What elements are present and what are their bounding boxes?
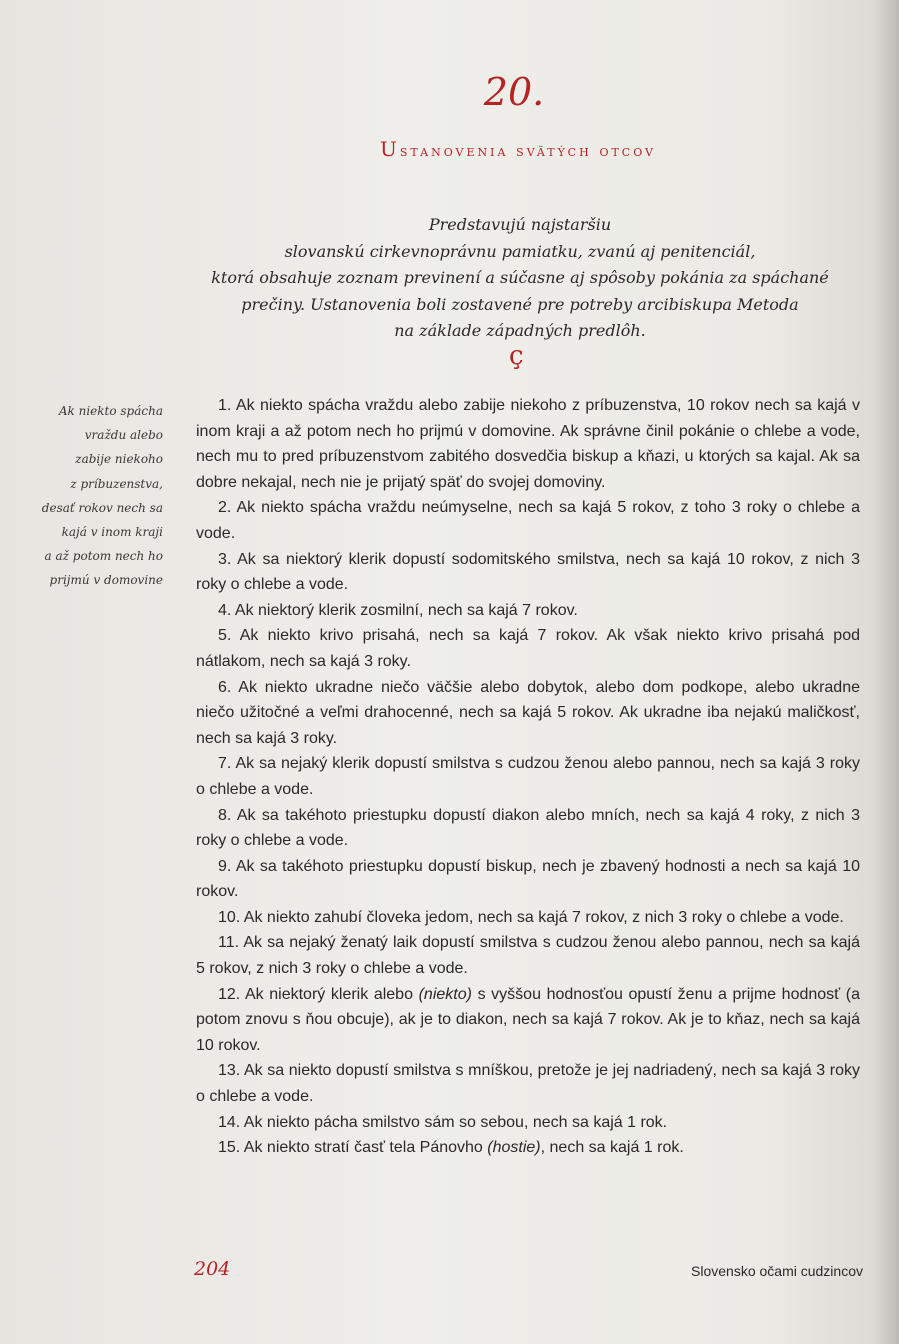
paragraph-12-end: s vyššou hodnosťou opustí ženu a prijme hodnosť (a potom znovu s ňou obcuje), ak je to diakon, nech sa kajá 7 rokov. Ak je to kňaz, nech sa kajá 10 rokov. [196, 985, 860, 1054]
paragraph-15-start: 15. Ak niekto stratí časť tela Pánovho [218, 1139, 488, 1157]
margin-note-line: a až potom nech ho [44, 549, 163, 564]
intro-line: prečiny. Ustanovenia boli zostavené pre potreby arcibiskupa Metoda [241, 294, 799, 314]
margin-note-line: desať rokov nech sa [41, 500, 163, 515]
chapter-intro [190, 212, 850, 345]
margin-note-line: kajá v inom kraji [61, 525, 163, 540]
margin-note-line: Ak niekto spácha [58, 404, 163, 418]
paragraph-7: 7. Ak sa nejaký klerik dopustí smilstva s cudzou ženou alebo pannou, nech sa kajá 3 roky o chlebe a vode. [196, 755, 860, 798]
paragraph-9: 9. Ak sa takéhoto priestupku dopustí biskup, nech je zbavený hodnosti a nech sa kajá 10 rokov. [196, 857, 860, 901]
paragraph-12 [196, 982, 860, 1059]
running-footer-title: Slovensko očami cudzincov [691, 1263, 863, 1279]
paragraph-13: 13. Ak sa niekto dopustí smilstva s mníškou, pretože je jej nadriadený, nech sa kajá 3 roky o chlebe a vode. [196, 1062, 860, 1106]
margin-note [20, 399, 163, 593]
page-edge-shadow [873, 0, 899, 1344]
intro-line: slovanskú cirkevnoprávnu pamiatku, zvanú aj penitenciál, [284, 241, 756, 261]
paragraph-8: 8. Ak sa takéhoto priestupku dopustí diakon alebo mních, nech sa kajá 4 roky, z nich 3 roky o chlebe a vode. [196, 806, 860, 850]
paragraph-15 [196, 1135, 860, 1161]
margin-note-line: prijmú v domovine [49, 573, 163, 588]
paragraph-5: 5. Ak niekto krivo prisahá, nech sa kajá 7 rokov. Ak však niekto krivo prisahá pod nátlakom, nech sa kajá 3 roky. [196, 627, 860, 670]
paragraph-11: 11. Ak sa nejaký ženatý laik dopustí smilstva s cudzou ženou alebo pannou, nech sa kajá 5 rokov, z nich 3 roky o chlebe a vode. [196, 934, 860, 978]
page-number: 204 [194, 1258, 231, 1280]
section-ornament-icon: ç [509, 341, 524, 371]
paragraph-10: 10. Ak niekto zahubí človeka jedom, nech sa kajá 7 rokov, z nich 3 roky o chlebe a vode. [218, 908, 844, 926]
chapter-number: 20. [483, 70, 545, 114]
paragraph-12-italic: (niekto) [418, 985, 472, 1003]
margin-note-line: z príbuzenstva, [70, 476, 163, 491]
intro-line: Predstavujú najstaršiu [428, 215, 612, 234]
intro-line: ktorá obsahuje zoznam previnení a súčasne aj spôsoby pokánia za spáchané [211, 268, 829, 287]
paragraph-15-end: , nech sa kajá 1 rok. [540, 1139, 684, 1157]
paragraph-15-italic: (hostie) [487, 1139, 541, 1157]
paragraph-4: 4. Ak niektorý klerik zosmilní, nech sa kajá 7 rokov. [218, 601, 578, 619]
paragraph-6: 6. Ak niekto ukradne niečo väčšie alebo dobytok, alebo dom podkope, alebo ukradne niečo užitočné a veľmi drahocenné, nech sa kajá 5 rokov. Ak ukradne iba nejakú maličkosť, nech sa kajá 3 roky. [196, 678, 860, 747]
paragraph-3: 3. Ak sa niektorý klerik dopustí sodomitského smilstva, nech sa kajá 10 rokov, z nich 3 roky o chlebe a vode. [196, 550, 860, 594]
paragraph-12-start: 12. Ak niektorý klerik alebo [218, 985, 419, 1003]
paragraph-14: 14. Ak niekto pácha smilstvo sám so sebou, nech sa kajá 1 rok. [218, 1113, 668, 1131]
paragraph-2: 2. Ak niekto spácha vraždu neúmyselne, nech sa kajá 5 rokov, z toho 3 roky o chlebe a vode. [196, 499, 860, 542]
intro-line: na základe západných predlôh. [394, 321, 646, 340]
chapter-title: Ustanovenia svätých otcov [380, 137, 656, 161]
margin-note-line: zabije niekoho [75, 452, 163, 467]
margin-note-line: vraždu alebo [84, 428, 163, 443]
body-text [196, 393, 860, 1161]
paragraph-1: 1. Ak niekto spácha vraždu alebo zabije niekoho z príbuzenstva, 10 rokov nech sa kajá v inom kraji a až potom nech ho prijmú v domovine. Ak správne činil pokánie o chlebe a vode, nech mu to pred príbuzenstvom zabitého dosvedčia biskup a kňazi, u ktorých sa kajal. Ak sa dobre nekajal, nech nie je prijatý späť do svojej domoviny. [196, 397, 860, 491]
